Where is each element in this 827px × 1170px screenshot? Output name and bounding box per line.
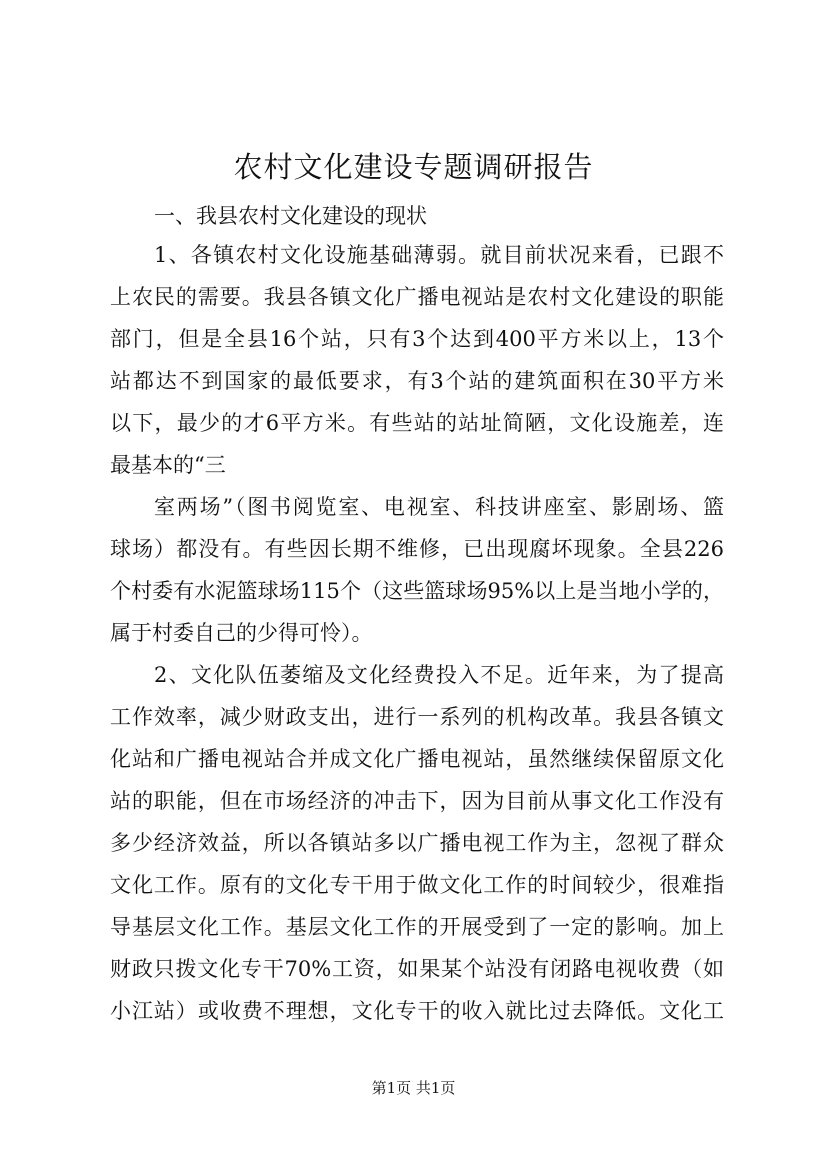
paragraph-line: 小江站）或收费不理想，文化专干的收入就比过去降低。文化工 bbox=[110, 999, 724, 1023]
paragraph-line: 站的职能，但在市场经济的冲击下，因为目前从事文化工作没有 bbox=[110, 789, 724, 813]
paragraph-line: 文化工作。原有的文化专干用于做文化工作的时间较少，很难指 bbox=[110, 873, 724, 897]
paragraph-line: 最基本的“三 bbox=[110, 453, 226, 477]
paragraph-line: 个村委有水泥篮球场115个（这些篮球场95%以上是当地小学的， bbox=[110, 579, 724, 603]
paragraph-line: 财政只拨文化专干70%工资，如果某个站没有闭路电视收费（如 bbox=[110, 957, 724, 981]
paragraph-line: 化站和广播电视站合并成文化广播电视站，虽然继续保留原文化 bbox=[110, 747, 724, 771]
paragraph-line: 工作效率，减少财政支出，进行一系列的机构改革。我县各镇文 bbox=[110, 705, 724, 729]
paragraph-line: 多少经济效益，所以各镇站多以广播电视工作为主，忽视了群众 bbox=[110, 831, 724, 855]
paragraph-line: 以下，最少的才6平方米。有些站的站址简陋，文化设施差，连 bbox=[110, 411, 724, 435]
paragraph-line: 部门，但是全县16个站，只有3个达到400平方米以上，13个 bbox=[110, 327, 724, 351]
section-heading: 一、我县农村文化建设的现状 bbox=[154, 204, 427, 228]
paragraph-line: 属于村委自己的少得可怜）。 bbox=[110, 621, 373, 645]
paragraph-line: 2、文化队伍萎缩及文化经费投入不足。近年来，为了提高 bbox=[154, 663, 724, 687]
paragraph-line: 导基层文化工作。基层文化工作的开展受到了一定的影响。加上 bbox=[110, 915, 724, 939]
paragraph-line: 球场）都没有。有些因长期不维修，已出现腐坏现象。全县226 bbox=[110, 537, 724, 561]
paragraph-line: 上农民的需要。我县各镇文化广播电视站是农村文化建设的职能 bbox=[110, 285, 724, 309]
paragraph-line: 站都达不到国家的最低要求，有3个站的建筑面积在30平方米 bbox=[110, 369, 724, 393]
document-title: 农村文化建设专题调研报告 bbox=[233, 150, 594, 184]
page-footer: 第1页 共1页 bbox=[371, 1079, 456, 1097]
paragraph-line: 1、各镇农村文化设施基础薄弱。就目前状况来看，已跟不 bbox=[154, 243, 724, 267]
paragraph-line: 室两场”（图书阅览室、电视室、科技讲座室、影剧场、篮 bbox=[154, 495, 724, 519]
